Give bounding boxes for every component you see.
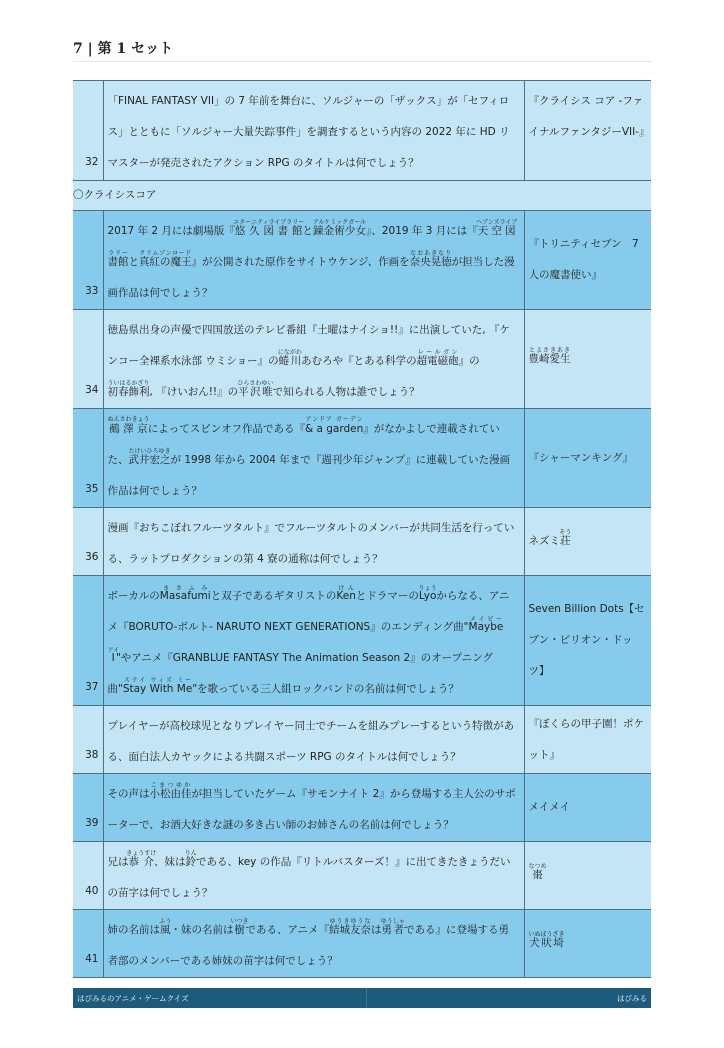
ruby-base: 初春飾利 [107, 386, 150, 398]
ruby-reading: こまつゆか [149, 782, 192, 789]
ruby-base: Masafumi [159, 590, 211, 602]
ruby-text [230, 918, 249, 936]
section-heading-row [73, 181, 651, 211]
text-segment: プレイヤーが高校球児となりプレイヤー同士でチームを組みプレーするという特徴がある、面白法人カヤックによる共闘スポーツ RPG のタイトルは何でしょう？ [107, 720, 515, 763]
text-segment: 『シャーマンキング』 [528, 451, 633, 464]
ruby-base: 天空図書館 [107, 225, 518, 268]
text-segment: が担当した漫画作品は何でしょう？ [107, 256, 515, 299]
answer-text [524, 706, 651, 774]
answer-text [524, 910, 651, 978]
question-number: 39 [73, 774, 103, 842]
text-segment: , 『けいおん!!』の [149, 386, 239, 398]
ruby-base: 平沢唯 [237, 386, 274, 398]
text-segment: と [128, 256, 139, 268]
question-row [73, 842, 651, 910]
ruby-base: Maybe I [107, 621, 504, 664]
ruby-base: 奈央晃徳 [409, 256, 452, 268]
question-number: 41 [73, 910, 103, 978]
text-segment: 漫画『おちこぼれフルーツタルト』でフルーツタルトのメンバーが共同生活を行っている、ラットプロダクションの第 4 寮の通称は何でしょう？ [107, 522, 515, 565]
ruby-text [328, 918, 371, 936]
question-text [103, 211, 524, 310]
question-text [103, 81, 524, 181]
ruby-reading: にながわ [277, 349, 302, 356]
ruby-text [126, 850, 157, 868]
ruby-text [107, 380, 150, 398]
footer-bar [73, 988, 651, 1008]
ruby-text [416, 349, 459, 367]
ruby-base: Ken [336, 590, 356, 602]
ruby-base: 小松由佳 [149, 788, 192, 800]
answer-text [524, 211, 651, 310]
answer-text [524, 508, 651, 576]
ruby-reading: クリムゾンロード [139, 250, 192, 257]
question-text [103, 910, 524, 978]
text-segment: ボーカルの [107, 590, 160, 602]
ruby-base: Lyo [418, 590, 437, 602]
ruby-base: 棗 [528, 869, 547, 881]
ruby-base: 荘 [559, 535, 572, 547]
ruby-base: 超電磁砲 [416, 355, 459, 367]
text-segment: ・妹の名前は [170, 924, 234, 936]
ruby-text [528, 346, 571, 365]
text-segment: 姉の名前は [107, 924, 160, 936]
ruby-text [139, 250, 192, 268]
text-segment: Seven Billion Dots【セブン・ビリオン・ドッツ】 [528, 603, 645, 677]
question-text [103, 409, 524, 508]
ruby-base: 真紅の魔王 [139, 256, 192, 268]
ruby-text [149, 677, 193, 695]
ruby-text [528, 863, 547, 881]
ruby-reading: いつき [230, 918, 249, 925]
question-number: 32 [73, 81, 103, 181]
ruby-text [559, 529, 572, 547]
ruby-reading: レールガン [416, 349, 459, 356]
ruby-text [237, 380, 274, 398]
text-segment: ネズミ [528, 535, 560, 547]
ruby-text [159, 918, 172, 936]
ruby-reading: なおあきなり [409, 250, 452, 257]
answer-text [524, 81, 651, 181]
text-segment: によってスピンオフ作品である『 [147, 423, 305, 435]
ruby-text [304, 416, 364, 435]
question-text [103, 508, 524, 576]
ruby-reading: ふう [159, 918, 172, 925]
ruby-reading: りん [184, 850, 197, 857]
text-segment: である、key の作品『リトルバスターズ！』に出てきたきょうだいの苗字は何でしょう？ [107, 856, 511, 899]
text-segment: と双子であるギタリストの [210, 590, 337, 602]
ruby-text [233, 219, 305, 237]
question-row [73, 81, 651, 181]
text-segment: 『ぼくらの甲子園！ポケット』 [528, 717, 644, 761]
question-number: 40 [73, 842, 103, 910]
answer-text [524, 576, 651, 706]
text-segment: 』、2019 年 3 月には『 [366, 225, 478, 237]
text-segment: 徳島県出身の声優で四国放送のテレビ番組『土曜はナイショ!!』に出演していた, 『ケンコー全裸系水泳部 ウミショー』の [107, 324, 510, 367]
ruby-reading: りょう [418, 585, 437, 592]
ruby-base: 悠久図書館 [233, 225, 305, 237]
question-number: 35 [73, 409, 103, 508]
text-segment: が 1998 年から 2004 年まで『週刊少年ジャンプ』に連載していた漫画作品は何でしょう？ [107, 454, 511, 497]
answer-text [524, 310, 651, 409]
ruby-base: 武井宏之 [128, 454, 171, 466]
ruby-base: 樹 [230, 924, 249, 936]
question-number: 33 [73, 211, 103, 310]
ruby-text [149, 782, 192, 800]
ruby-base: 錬金術少女 [312, 225, 367, 237]
question-text [103, 774, 524, 842]
question-text [103, 706, 524, 774]
ruby-base: 犬吠埼 [528, 937, 565, 949]
question-row [73, 576, 651, 706]
ruby-base: 豊崎愛生 [528, 352, 571, 365]
footer-right: はぴみる [617, 993, 647, 1003]
ruby-reading: メイビー アイ [107, 616, 504, 654]
answer-text [524, 842, 651, 910]
ruby-text [159, 585, 211, 602]
text-segment: 』の [458, 355, 480, 367]
text-segment: 『トリニティセブン 7 人の魔書使い』 [528, 238, 639, 281]
ruby-text [128, 448, 171, 466]
ruby-reading: エターニティライブラリー [233, 219, 305, 226]
ruby-reading: けん [336, 585, 356, 592]
text-segment: である』に登場する勇者部のメンバーである姉妹の苗字は何でしょう？ [107, 924, 509, 967]
ruby-text [312, 219, 367, 237]
ruby-text [418, 585, 437, 602]
ruby-reading: ステイ [122, 677, 147, 684]
ruby-text [336, 585, 356, 602]
question-text [103, 842, 524, 910]
ruby-reading: ウィズ ミー [149, 677, 193, 684]
text-segment: 』が公開された原作をサイトウケンジ、作画を [191, 256, 410, 268]
ruby-text [277, 349, 302, 367]
ruby-reading: いぬぼうざき [528, 931, 565, 938]
ruby-base: & a garden [304, 423, 364, 435]
question-text [103, 310, 524, 409]
ruby-base: 鵺澤京 [107, 423, 150, 435]
ruby-reading: ヘブンズライブラリー [107, 219, 518, 257]
text-segment: メイメイ [528, 801, 570, 813]
question-row [73, 774, 651, 842]
section-heading: 〇クライシスコア [73, 181, 651, 211]
text-segment: その声は [107, 788, 150, 800]
question-number: 36 [73, 508, 103, 576]
ruby-reading: ゆうきゆうな [328, 918, 371, 925]
footer-left: はぴみるのアニメ・ゲームクイズ [73, 988, 367, 1008]
question-text [103, 576, 524, 706]
ruby-reading: なつめ [528, 863, 547, 870]
ruby-text [107, 416, 150, 435]
text-segment: で知られる人物は誰でしょう？ [272, 386, 420, 398]
ruby-reading: アンドア ガーデン [304, 416, 364, 423]
text-segment: "やアニメ『GRANBLUE FANTASY The Animation Season 2』のオープニング曲" [107, 652, 493, 695]
text-segment: 、妹は [154, 856, 186, 868]
question-row [73, 706, 651, 774]
question-number: 37 [73, 576, 103, 706]
ruby-text [380, 918, 405, 936]
ruby-base: Stay [122, 683, 147, 695]
ruby-reading: まさふみ [159, 585, 211, 592]
text-segment: 『クライシス コア -ファイナルファンタジーVII-』 [528, 95, 650, 138]
text-segment: 兄は [107, 856, 129, 868]
question-row [73, 310, 651, 409]
ruby-text [528, 931, 565, 949]
text-segment: が担当していたゲーム『サモンナイト 2』から登場する主人公のサポーターで、お酒大好きな謎の多き占い師のお姉さんの名前は何でしょう？ [107, 788, 516, 831]
text-segment: である、アニメ『 [245, 924, 329, 936]
text-segment: あむろや『とある科学の [301, 355, 417, 367]
text-segment: 「FINAL FANTASY VII」の 7 年前を舞台に、ソルジャーの「ザックス」が「セフィロス」とともに「ソルジャー大量失踪事件」を調査するという内容の 2022 年に HD リマスターが発売されたアクション RPG のタイトルは何でしょう？ [107, 95, 510, 169]
ruby-reading: ぬえさわきょう [107, 416, 150, 423]
ruby-reading: たけいひろゆき [128, 448, 171, 455]
answer-text [524, 774, 651, 842]
ruby-base: 鈴 [184, 856, 197, 868]
ruby-text [409, 250, 452, 268]
ruby-reading: きょうすけ [126, 850, 157, 857]
text-segment: "を歌っている三人組ロックバンドの名前は何でしょう？ [192, 683, 459, 695]
text-segment: とドラマーの [355, 590, 419, 602]
question-number: 38 [73, 706, 103, 774]
question-row [73, 910, 651, 978]
question-number: 34 [73, 310, 103, 409]
text-segment: 』がなかよしで連載されていた、 [107, 423, 500, 466]
ruby-reading: ひらさわゆい [237, 380, 274, 387]
ruby-text [122, 677, 147, 695]
ruby-base: 勇者 [380, 924, 405, 936]
answer-text [524, 409, 651, 508]
ruby-base: 蜷川 [277, 355, 302, 367]
page-header: 7 | 第 1 セット [73, 41, 174, 57]
ruby-reading: アルケミックガール [312, 219, 367, 226]
ruby-reading: ゆうしゃ [380, 918, 405, 925]
ruby-reading: そう [559, 529, 572, 536]
ruby-text [184, 850, 197, 868]
question-row [73, 211, 651, 310]
text-segment: と [302, 225, 313, 237]
ruby-base: 風 [159, 924, 172, 936]
text-segment: は [370, 924, 382, 936]
text-segment: 2017 年 2 月には劇場版『 [107, 225, 235, 237]
ruby-base: With Me [149, 683, 193, 695]
ruby-reading: ういはるかざり [107, 380, 150, 387]
ruby-reading: とよさきあき [528, 346, 571, 354]
text-segment: からなる、アニメ『BORUTO-ボルト- NARUTO NEXT GENERATIONS』のエンディング曲" [107, 590, 510, 633]
quiz-table [73, 80, 651, 978]
question-row [73, 409, 651, 508]
question-row [73, 508, 651, 576]
ruby-base: 恭介 [126, 856, 157, 868]
ruby-base: 結城友奈 [328, 924, 371, 936]
